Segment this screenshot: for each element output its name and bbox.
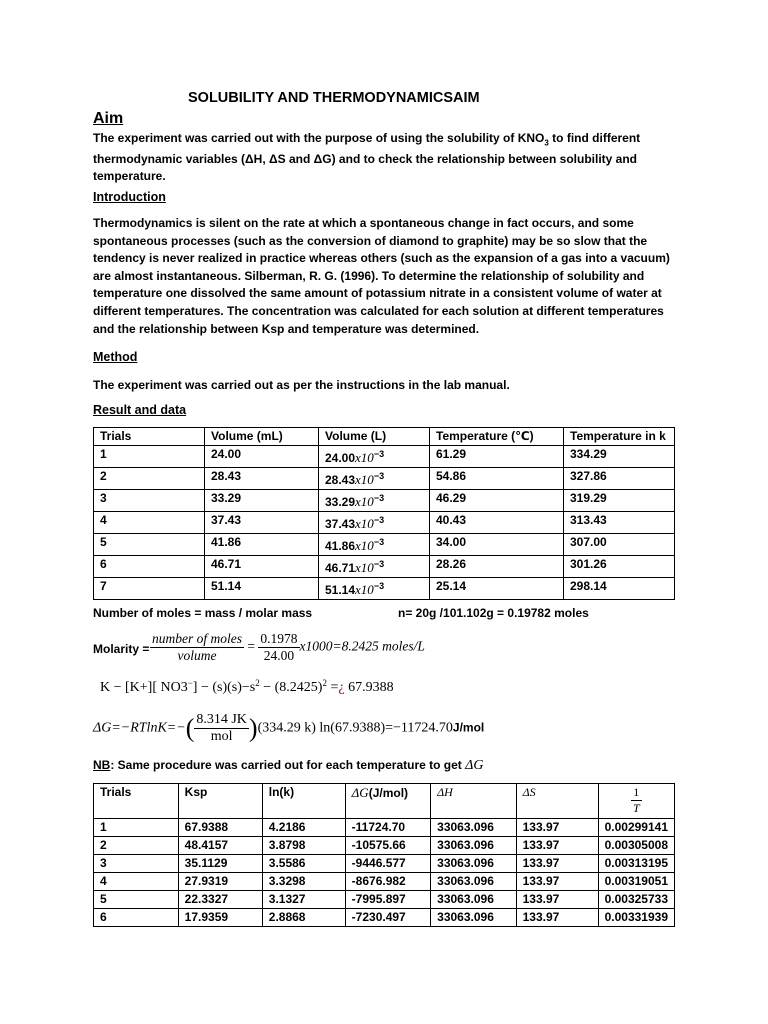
table-cell: 33063.096: [431, 855, 516, 873]
table-row: [94, 512, 675, 534]
table-row: [94, 837, 675, 855]
header-ksp: Ksp: [178, 784, 262, 819]
table-cell: 33063.096: [431, 909, 516, 927]
results-heading: Result and data: [93, 403, 187, 417]
molarity-frac2-num: 0.1978: [260, 631, 298, 646]
table-cell: 28.43: [205, 468, 319, 490]
sci-notation: x10: [355, 450, 374, 465]
aim-text-before: The experiment was carried out with the purpose of using the solubility of KNO: [93, 131, 545, 145]
molarity-frac1-num: number of moles: [152, 631, 242, 646]
ksp-paren: − (8.2425): [259, 680, 323, 695]
ksp-eq: =: [330, 680, 339, 695]
molarity-rest: x1000=8.2425 moles/L: [299, 638, 425, 654]
table-cell: 22.3327: [178, 891, 262, 909]
table-cell: -7230.497: [345, 909, 430, 927]
header-temperature-k: Temperature in k: [564, 428, 675, 446]
volume-l-value: 28.43: [325, 473, 356, 487]
table-row: [94, 578, 675, 600]
moles-formula: Number of moles = mass / molar mass: [93, 606, 313, 620]
table-cell: 3: [94, 855, 179, 873]
aim-heading: Aim: [93, 110, 124, 127]
table-cell: [319, 468, 430, 490]
table-cell: 298.14: [564, 578, 675, 600]
table-cell: 7: [94, 578, 205, 600]
table-cell: 33063.096: [431, 891, 516, 909]
table-cell: 34.00: [430, 534, 564, 556]
table-cell: 51.14: [205, 578, 319, 600]
dg-unit: J/mol: [452, 720, 485, 735]
table-cell: 5: [94, 891, 179, 909]
table-cell: 1: [94, 819, 179, 837]
introduction-paragraph: Thermodynamics is silent on the rate at which a spontaneous change in fact occurs, and some spontaneous processes (such as the conversion of diamond to graphite) may be so slow that the tendency is never realized in practice whereas others (such as the expansion of a gas into a vacuum) are almost instantaneous. Silberman, R. G. (1996). To determine the relationship of solubility and temperature one dissolved the same amount of potassium nitrate in a consistent volume of water at different temperatures. The concentration was calculated for each solution at different temperatures and the relationship between Ksp and temperature was determined.: [93, 216, 670, 336]
dg-left: ΔG=−RTlnK=−: [93, 720, 186, 736]
thermo-table-header-row: [94, 784, 675, 819]
table-cell: 307.00: [564, 534, 675, 556]
table-cell: 41.86: [205, 534, 319, 556]
table-cell: 48.4157: [178, 837, 262, 855]
dg-frac-num: 8.314 JK: [196, 712, 247, 727]
note-line: [93, 758, 483, 774]
header-dg-symbol: ΔG: [351, 785, 369, 800]
table-cell: 5: [94, 534, 205, 556]
header-inv-den: T: [632, 801, 640, 815]
thermo-table-body: [94, 819, 675, 927]
results-table-header-row: [94, 428, 675, 446]
table-cell: -9446.577: [345, 855, 430, 873]
ksp-sup-2: 2: [255, 678, 260, 688]
table-cell: 319.29: [564, 490, 675, 512]
sci-exponent: −3: [373, 493, 385, 503]
table-cell: 4: [94, 512, 205, 534]
ksp-red-glyph: ¿: [338, 680, 345, 695]
molarity-frac2-den: 24.00: [263, 648, 295, 663]
table-cell: 67.9388: [178, 819, 262, 837]
table-cell: 327.86: [564, 468, 675, 490]
molarity-equation: $\frac{\text{number of moles}}{\text{volume}}$ = $\frac{0.1978}{24.00}$ x1000=8.2425 moles/L: [152, 631, 425, 663]
table-cell: 0.00299141: [598, 819, 674, 837]
table-row: [94, 446, 675, 468]
table-cell: 0.00331939: [598, 909, 674, 927]
table-cell: 17.9359: [178, 909, 262, 927]
table-cell: 2.8868: [262, 909, 345, 927]
table-cell: [319, 556, 430, 578]
table-cell: 3.8798: [262, 837, 345, 855]
table-row: [94, 534, 675, 556]
table-row: [94, 873, 675, 891]
ksp-sup-1: −: [187, 678, 193, 688]
table-cell: [319, 578, 430, 600]
table-row: [94, 556, 675, 578]
table-cell: -8676.982: [345, 873, 430, 891]
header-trials: Trials: [94, 428, 205, 446]
ksp-mid: ] − (s)(s)−s: [192, 680, 256, 695]
header-inv-num: 1: [631, 785, 642, 801]
sci-exponent: −3: [373, 449, 385, 459]
table-row: [94, 909, 675, 927]
table-cell: 3: [94, 490, 205, 512]
header-inverse-t-frac: [631, 785, 642, 816]
table-cell: 25.14: [430, 578, 564, 600]
table-cell: 6: [94, 556, 205, 578]
table-cell: 0.00313195: [598, 855, 674, 873]
header-volume-ml: Volume (mL): [205, 428, 319, 446]
table-cell: 28.26: [430, 556, 564, 578]
volume-l-value: 51.14: [325, 583, 356, 597]
sci-exponent: −3: [373, 537, 385, 547]
sci-notation: x10: [355, 472, 374, 487]
header-delta-h: ΔH: [431, 784, 516, 819]
dg-fraction: [194, 712, 249, 745]
table-cell: 33063.096: [431, 837, 516, 855]
volume-l-value: 37.43: [325, 517, 356, 531]
note-text: : Same procedure was carried out for each temperature to get: [110, 758, 466, 772]
table-cell: 0.00325733: [598, 891, 674, 909]
table-cell: 2: [94, 468, 205, 490]
table-cell: 0.00305008: [598, 837, 674, 855]
sci-exponent: −3: [373, 471, 385, 481]
table-row: [94, 819, 675, 837]
sci-exponent: −3: [373, 559, 385, 569]
table-cell: 46.29: [430, 490, 564, 512]
ksp-equation: [100, 678, 394, 696]
table-cell: 24.00: [205, 446, 319, 468]
sci-notation: x10: [355, 560, 374, 575]
molarity-label: Molarity =: [93, 642, 150, 656]
sci-notation: x10: [355, 582, 374, 597]
method-paragraph: The experiment was carried out as per the instructions in the lab manual.: [93, 378, 510, 392]
table-cell: 33.29: [205, 490, 319, 512]
table-cell: 133.97: [516, 855, 598, 873]
molarity-fraction-2: [258, 631, 299, 664]
document-title: SOLUBILITY AND THERMODYNAMICSAIM: [188, 90, 480, 106]
table-cell: 35.1129: [178, 855, 262, 873]
header-delta-s: ΔS: [516, 784, 598, 819]
table-cell: 33063.096: [431, 819, 516, 837]
table-cell: 3.5586: [262, 855, 345, 873]
table-cell: [319, 534, 430, 556]
table-cell: 2: [94, 837, 179, 855]
table-cell: 46.71: [205, 556, 319, 578]
table-cell: 6: [94, 909, 179, 927]
sci-notation: x10: [355, 494, 374, 509]
ksp-value: 67.9388: [344, 680, 394, 695]
table-cell: [319, 490, 430, 512]
table-cell: -11724.70: [345, 819, 430, 837]
table-cell: 133.97: [516, 891, 598, 909]
header-lnk: ln(k): [262, 784, 345, 819]
sci-exponent: −3: [373, 515, 385, 525]
results-table-body: [94, 446, 675, 600]
method-heading: Method: [93, 350, 138, 364]
volume-l-value: 41.86: [325, 539, 356, 553]
volume-l-value: 33.29: [325, 495, 356, 509]
volume-l-value: 24.00: [325, 451, 356, 465]
sci-exponent: −3: [373, 581, 385, 591]
aim-text-after: to find different thermodynamic variables (ΔH, ΔS and ΔG) and to check the relationship between solubility and temperature.: [93, 131, 641, 184]
table-cell: 27.9319: [178, 873, 262, 891]
table-cell: 40.43: [430, 512, 564, 534]
table-cell: 37.43: [205, 512, 319, 534]
table-cell: 61.29: [430, 446, 564, 468]
header-inverse-t: [598, 784, 674, 819]
table-cell: 4: [94, 873, 179, 891]
table-cell: 33063.096: [431, 873, 516, 891]
results-table: [93, 427, 675, 600]
table-cell: 4.2186: [262, 819, 345, 837]
nb-label: NB: [93, 758, 111, 772]
moles-calculation: n= 20g /101.102g = 0.19782 moles: [398, 606, 589, 620]
table-row: [94, 855, 675, 873]
table-cell: 133.97: [516, 873, 598, 891]
table-cell: 133.97: [516, 909, 598, 927]
table-row: [94, 891, 675, 909]
table-cell: 0.00319051: [598, 873, 674, 891]
table-row: [94, 490, 675, 512]
header-volume-l: Volume (L): [319, 428, 430, 446]
table-cell: 54.86: [430, 468, 564, 490]
introduction-heading: Introduction: [93, 190, 166, 204]
ksp-sup-3: 2: [322, 678, 327, 688]
table-cell: 133.97: [516, 819, 598, 837]
table-row: [94, 468, 675, 490]
header-trials-2: Trials: [94, 784, 179, 819]
note-symbol: ΔG: [465, 758, 484, 773]
volume-l-value: 46.71: [325, 561, 356, 575]
aim-subscript: 3: [544, 138, 549, 148]
molarity-frac1-den: volume: [177, 648, 217, 663]
table-cell: [319, 446, 430, 468]
table-cell: 301.26: [564, 556, 675, 578]
header-temperature-c: Temperature (℃): [430, 428, 564, 446]
table-cell: 3.3298: [262, 873, 345, 891]
table-cell: 1: [94, 446, 205, 468]
table-cell: 334.29: [564, 446, 675, 468]
header-dg-unit: (J/mol): [368, 786, 409, 800]
thermo-table: [93, 783, 675, 927]
table-cell: 313.43: [564, 512, 675, 534]
dg-frac-den: mol: [210, 729, 233, 744]
sci-notation: x10: [355, 516, 374, 531]
sci-notation: x10: [355, 538, 374, 553]
table-cell: 3.1327: [262, 891, 345, 909]
header-delta-g: [345, 784, 430, 819]
delta-g-equation: ΔG=−RTlnK=−( $\frac{8.314 JK}{\text{mol}}$ )(334.29 k) ln(67.9388)=−11724.70J/mol: [93, 712, 485, 744]
molarity-fraction-1: [150, 631, 244, 664]
table-cell: 133.97: [516, 837, 598, 855]
table-cell: -7995.897: [345, 891, 430, 909]
aim-paragraph: [93, 130, 683, 185]
ksp-left: K − [K+][ NO3: [100, 680, 188, 695]
table-cell: [319, 512, 430, 534]
table-cell: -10575.66: [345, 837, 430, 855]
dg-rest: (334.29 k) ln(67.9388)=−11724.70: [257, 720, 453, 736]
